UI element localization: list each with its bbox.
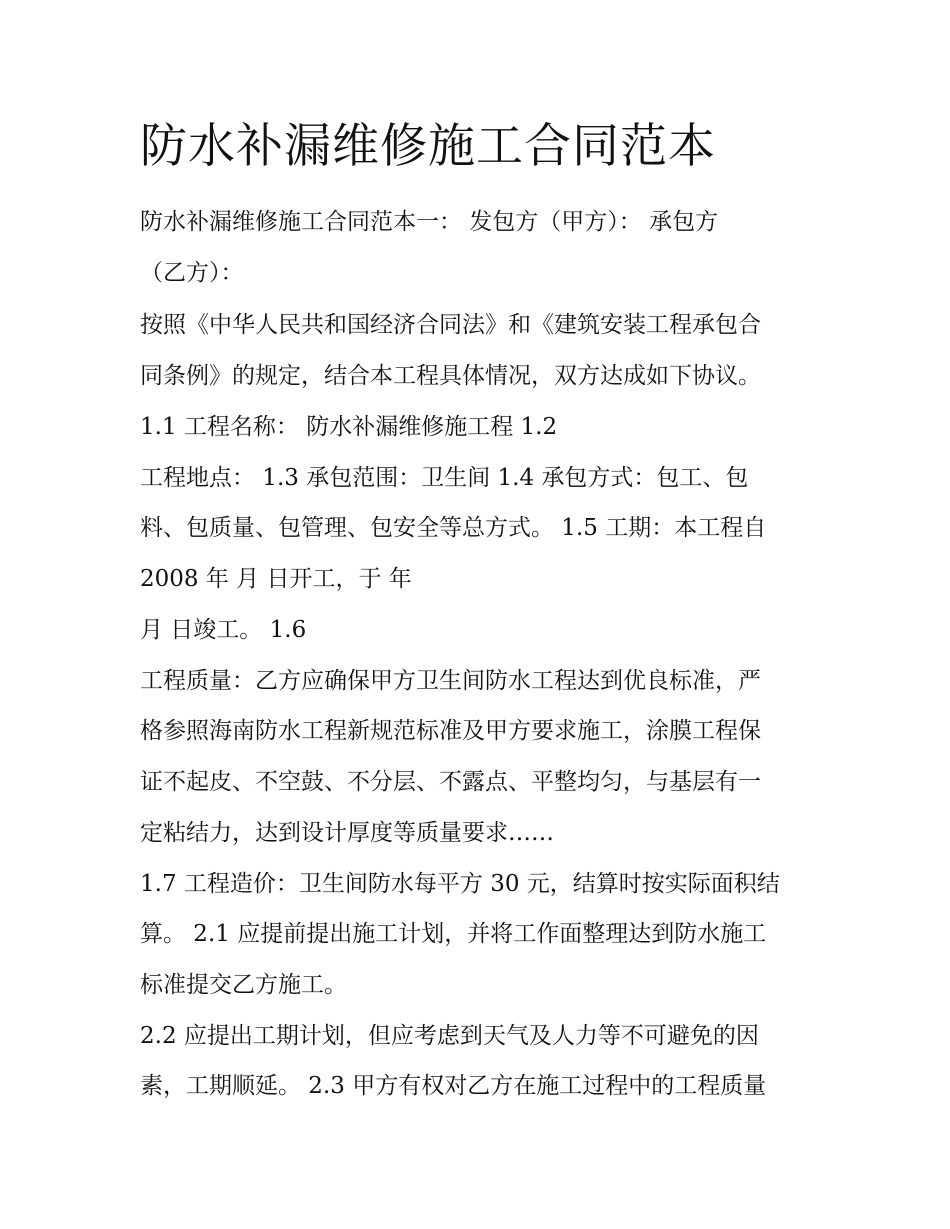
body-line: 按照《中华人民共和国经济合同法》和《建筑安装工程承包合 bbox=[140, 312, 761, 338]
body-line: 证不起皮、不空鼓、不分层、不露点、平整均匀，与基层有一 bbox=[140, 769, 761, 795]
body-line: 定粘结力，达到设计厚度等质量要求…… bbox=[140, 820, 554, 846]
body-line: 标准提交乙方施工。 bbox=[140, 972, 347, 998]
body-line: 1.7 工程造价：卫生间防水每平方 30 元，结算时按实际面积结 bbox=[140, 871, 780, 897]
body-line: 同条例》的规定，结合本工程具体情况，双方达成如下协议。 bbox=[140, 363, 761, 389]
body-line: 格参照海南防水工程新规范标准及甲方要求施工，涂膜工程保 bbox=[140, 718, 761, 744]
body-line: 1.1 工程名称： 防水补漏维修施工程 1.2 bbox=[140, 414, 558, 440]
body-line: 月 日竣工。 1.6 bbox=[140, 617, 307, 643]
body-line: 工程地点： 1.3 承包范围：卫生间 1.4 承包方式：包工、包 bbox=[140, 465, 749, 491]
body-line: 防水补漏维修施工合同范本一： 发包方（甲方）： 承包方 bbox=[140, 209, 719, 235]
document-title: 防水补漏维修施工合同范本 bbox=[140, 119, 716, 174]
body-line: 素，工期顺延。 2.3 甲方有权对乙方在施工过程中的工程质量 bbox=[140, 1073, 767, 1099]
body-line: 算。 2.1 应提前提出施工计划，并将工作面整理达到防水施工 bbox=[140, 921, 767, 947]
body-line: 料、包质量、包管理、包安全等总方式。 1.5 工期：本工程自 bbox=[140, 515, 767, 541]
body-line: 工程质量：乙方应确保甲方卫生间防水工程达到优良标准，严 bbox=[140, 668, 761, 694]
body-line: 2.2 应提出工期计划，但应考虑到天气及人力等不可避免的因 bbox=[140, 1023, 759, 1049]
body-line: 2008 年 月 日开工，于 年 bbox=[140, 566, 412, 592]
body-line: （乙方）： bbox=[140, 260, 244, 286]
